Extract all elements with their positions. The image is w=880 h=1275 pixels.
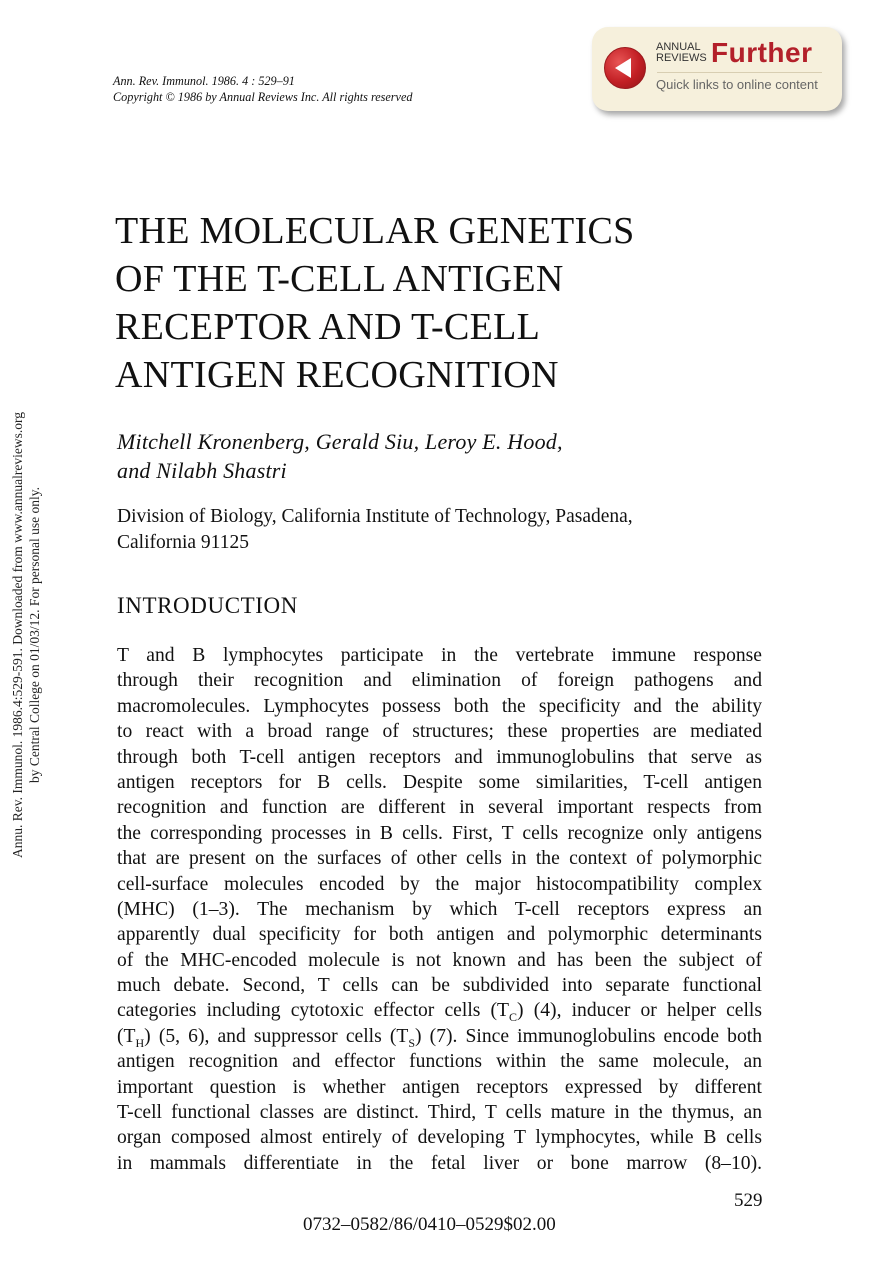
body-line: much debate. Second, T cells can be subdivided into separate functional bbox=[117, 975, 762, 997]
authors-line: and Nilabh Shastri bbox=[117, 458, 287, 483]
body-line: to react with a broad range of structures; these properties are mediated bbox=[117, 721, 762, 743]
further-tagline: Quick links to online content bbox=[656, 77, 818, 92]
text: categories including cytotoxic effector cells (T bbox=[117, 1000, 510, 1022]
body-line: through their recognition and elimination of foreign pathogens and bbox=[117, 670, 762, 692]
body-line: (MHC) (1–3). The mechanism by which T-cell receptors express an bbox=[117, 898, 762, 920]
publisher-logo bbox=[656, 42, 707, 64]
body-line: that are present on the surfaces of other cells in the context of polymorphic bbox=[117, 848, 762, 870]
title-line: THE MOLECULAR GENETICS bbox=[115, 210, 635, 252]
publisher-line-1: ANNUAL bbox=[656, 41, 701, 53]
further-links-badge[interactable] bbox=[592, 27, 842, 111]
subscript: S bbox=[408, 1035, 416, 1050]
text: ) (4), inducer or helper cells bbox=[517, 1000, 762, 1022]
body-line: important question is whether antigen receptors expressed by different bbox=[117, 1076, 762, 1098]
subscript: H bbox=[135, 1035, 145, 1050]
title-line: RECEPTOR AND T-CELL bbox=[115, 306, 541, 348]
page-number: 529 bbox=[734, 1190, 763, 1211]
publisher-line-2: REVIEWS bbox=[656, 52, 707, 64]
text: ) (7). Since immunoglobulins encode both bbox=[415, 1025, 762, 1047]
play-back-icon[interactable] bbox=[604, 47, 646, 89]
article-code: 0732–0582/86/0410–0529$02.00 bbox=[303, 1214, 556, 1235]
author-list bbox=[117, 427, 563, 485]
download-notice bbox=[2, 350, 50, 920]
article-title bbox=[115, 207, 635, 399]
body-line: of the MHC-encoded molecule is not known and has been the subject of bbox=[117, 949, 762, 971]
copyright-notice: Copyright © 1986 by Annual Reviews Inc. All rights reserved bbox=[113, 90, 413, 104]
download-notice-line-1: Annu. Rev. Immunol. 1986.4:529-591. Downloaded from www.annualreviews.org bbox=[10, 411, 25, 859]
affiliation-line: California 91125 bbox=[117, 532, 249, 553]
body-line: antigen recognition and effector functions within the same molecule, an bbox=[117, 1051, 762, 1073]
journal-header bbox=[113, 73, 412, 105]
body-line: in mammals differentiate in the fetal liver or bone marrow (8–10). bbox=[117, 1152, 762, 1174]
divider bbox=[657, 72, 822, 73]
body-paragraph bbox=[117, 643, 762, 1176]
body-line: antigen receptors for B cells. Despite some similarities, T-cell antigen bbox=[117, 771, 762, 793]
body-line: macromolecules. Lymphocytes possess both the specificity and the ability bbox=[117, 695, 762, 717]
body-line: T-cell functional classes are distinct. Third, T cells mature in the thymus, an bbox=[117, 1102, 762, 1124]
body-line: T and B lymphocytes participate in the vertebrate immune response bbox=[117, 645, 762, 666]
section-heading: INTRODUCTION bbox=[117, 593, 298, 618]
authors-line: Mitchell Kronenberg, Gerald Siu, Leroy E. Hood, bbox=[117, 429, 563, 454]
body-line: organ composed almost entirely of developing T lymphocytes, while B cells bbox=[117, 1127, 762, 1149]
body-line bbox=[117, 1024, 762, 1049]
body-line: recognition and function are different in several important respects from bbox=[117, 797, 762, 819]
title-line: ANTIGEN RECOGNITION bbox=[115, 354, 559, 396]
subscript: C bbox=[509, 1010, 518, 1025]
body-line: through both T-cell antigen receptors and immunoglobulins that serve as bbox=[117, 746, 762, 768]
further-brand: Further bbox=[711, 37, 813, 68]
affiliation-line: Division of Biology, California Institute of Technology, Pasadena, bbox=[117, 506, 633, 527]
text: (T bbox=[117, 1025, 136, 1047]
body-line bbox=[117, 998, 762, 1023]
journal-citation: Ann. Rev. Immunol. 1986. 4 : 529–91 bbox=[113, 74, 295, 88]
affiliation bbox=[117, 504, 633, 556]
text: ) (5, 6), and suppressor cells (T bbox=[144, 1025, 409, 1047]
title-line: OF THE T-CELL ANTIGEN bbox=[115, 258, 564, 300]
body-line: cell-surface molecules encoded by the major histocompatibility complex bbox=[117, 873, 762, 895]
body-line: the corresponding processes in B cells. First, T cells recognize only antigens bbox=[117, 822, 762, 844]
download-notice-line-2: by Central College on 01/03/12. For personal use only. bbox=[27, 486, 42, 784]
body-line: apparently dual specificity for both antigen and polymorphic determinants bbox=[117, 924, 762, 946]
